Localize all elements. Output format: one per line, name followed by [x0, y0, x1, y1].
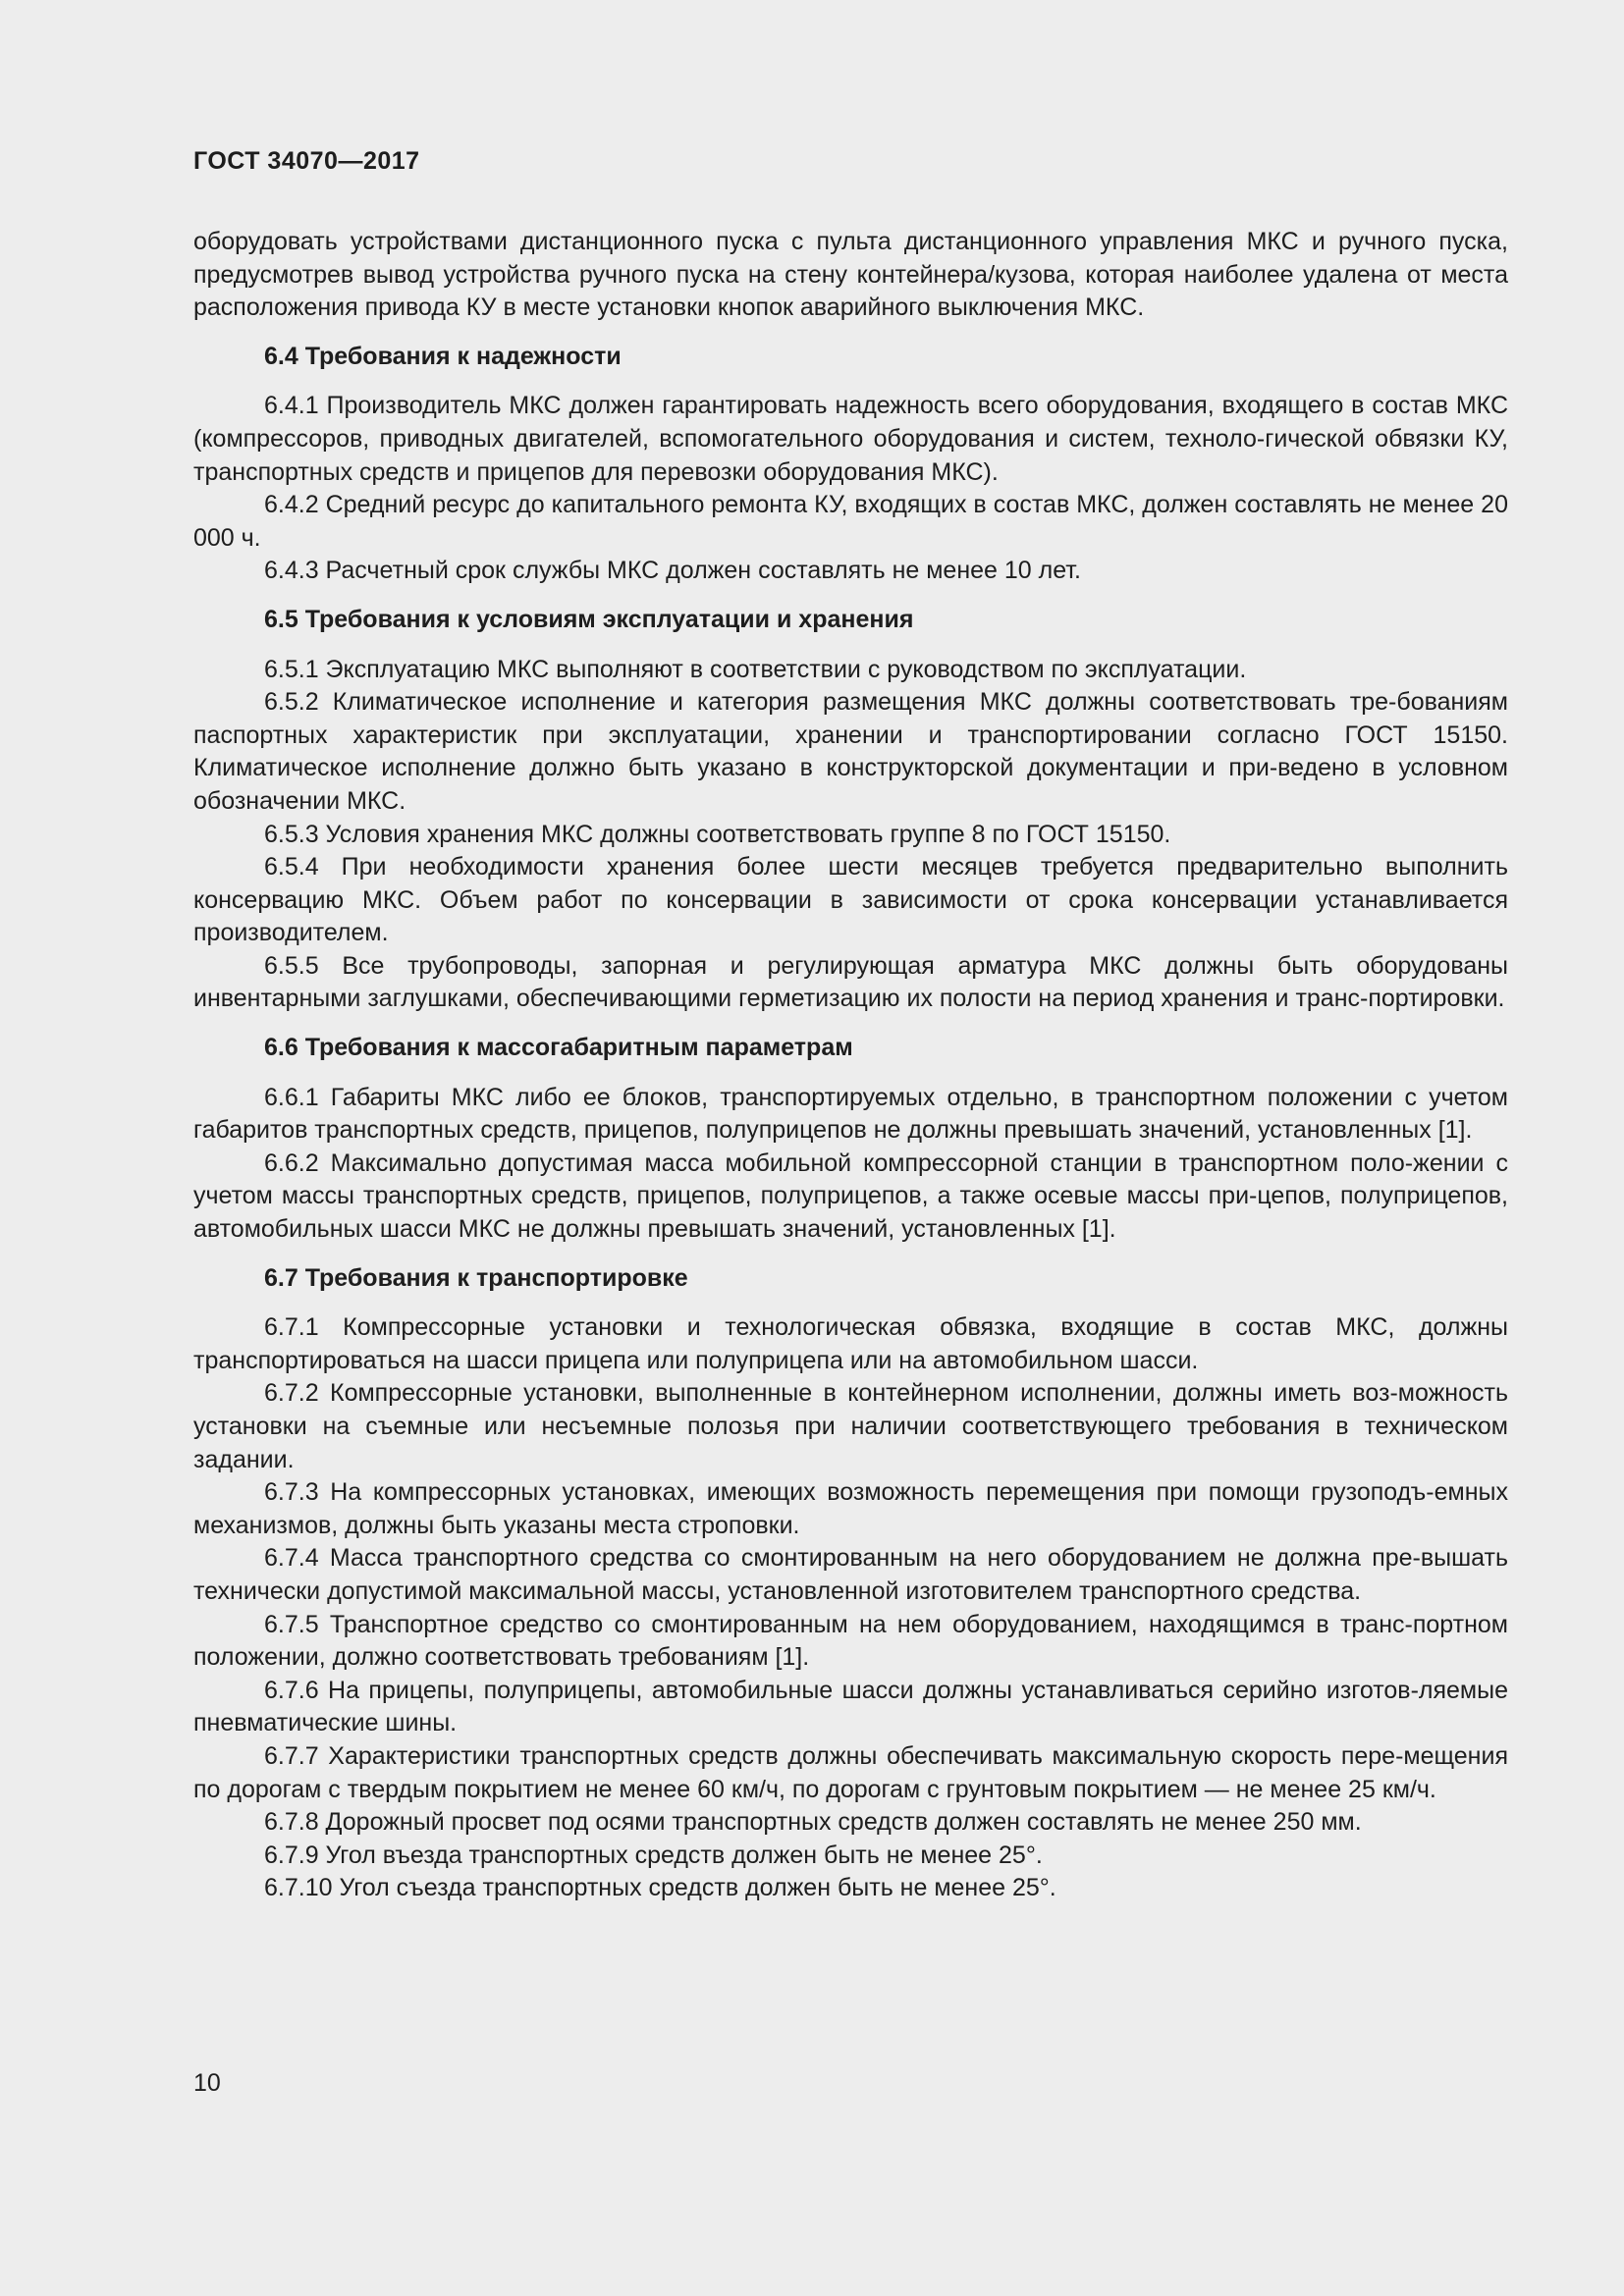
paragraph-6-5-2: 6.5.2 Климатическое исполнение и категория размещения МКС должны соответствовать тре-бованиям паспортных характеристик при эксплуатации, хранении и транспортировании согласно ГОСТ 15150. Климатическое исполнение должно быть указано в конструкторской документации и при-ведено в условном обозначении МКС.	[193, 688, 1508, 815]
paragraph-6-7-10: 6.7.10 Угол съезда транспортных средств должен быть не менее 25°.	[264, 1874, 1056, 1902]
section-heading-6-4: 6.4 Требования к надежности	[264, 342, 622, 370]
section-heading-6-7: 6.7 Требования к транспортировке	[264, 1263, 688, 1292]
paragraph-6-7-8: 6.7.8 Дорожный просвет под осями транспортных средств должен составлять не менее 250 мм.	[264, 1808, 1362, 1837]
section-heading-6-6: 6.6 Требования к массогабаритным параметрам	[264, 1034, 853, 1062]
section-heading-6-5: 6.5 Требования к условиям эксплуатации и хранения	[264, 605, 914, 633]
paragraph-6-7-2: 6.7.2 Компрессорные установки, выполненные в контейнерном исполнении, должны иметь воз-можность установки на съемные или несъемные полозья при наличии соответствующего требования в техническом задании.	[193, 1379, 1508, 1473]
paragraph-6-7-1: 6.7.1 Компрессорные установки и технологическая обвязка, входящие в состав МКС, должны транспортироваться на шасси прицепа или полуприцепа или на автомобильном шасси.	[193, 1313, 1508, 1374]
document-header: ГОСТ 34070—2017	[193, 147, 420, 175]
paragraph-6-7-4: 6.7.4 Масса транспортного средства со смонтированным на него оборудованием не должна пре-вышать технически допустимой максимальной массы, установленной изготовителем транспортного средства.	[193, 1544, 1508, 1605]
document-body	[193, 226, 1508, 1905]
paragraph-6-7-7: 6.7.7 Характеристики транспортных средств должны обеспечивать максимальную скорость пере-мещения по дорогам с твердым покрытием не менее 60 км/ч, по дорогам с грунтовым покрытием — не менее 25 км/ч.	[193, 1741, 1508, 1803]
paragraph-6-5-3: 6.5.3 Условия хранения МКС должны соответствовать группе 8 по ГОСТ 15150.	[264, 820, 1171, 848]
paragraph-6-4-2: 6.4.2 Средний ресурс до капитального ремонта КУ, входящих в состав МКС, должен составлять не менее 20 000 ч.	[193, 491, 1508, 552]
paragraph-6-6-2: 6.6.2 Максимально допустимая масса мобильной компрессорной станции в транспортном поло-жении с учетом массы транспортных средств, прицепов, полуприцепов, а также осевые массы при-цепов, полуприцепов, автомобильных шасси МКС не должны превышать значений, установленных [1].	[193, 1148, 1508, 1244]
paragraph-6-7-6: 6.7.6 На прицепы, полуприцепы, автомобильные шасси должны устанавливаться серийно изготов-ляемые пневматические шины.	[193, 1676, 1508, 1737]
intro-paragraph: оборудовать устройствами дистанционного пуска с пульта дистанционного управления МКС и ручного пуска, предусмотрев вывод устройства ручного пуска на стену контейнера/кузова, которая наиболее удалена от места расположения привода КУ в месте установки кнопок аварийного выключения МКС.	[193, 228, 1508, 322]
paragraph-6-7-9: 6.7.9 Угол въезда транспортных средств должен быть не менее 25°.	[264, 1841, 1043, 1869]
paragraph-6-6-1: 6.6.1 Габариты МКС либо ее блоков, транспортируемых отдельно, в транспортном положении с учетом габаритов транспортных средств, прицепов, полуприцепов не должны превышать значений, установленных [1].	[193, 1083, 1508, 1145]
paragraph-6-4-1: 6.4.1 Производитель МКС должен гарантировать надежность всего оборудования, входящего в состав МКС (компрессоров, приводных двигателей, вспомогательного оборудования и систем, техноло-гической обвязки КУ, транспортных средств и прицепов для перевозки оборудования МКС).	[193, 392, 1508, 486]
paragraph-6-5-5: 6.5.5 Все трубопроводы, запорная и регулирующая арматура МКС должны быть оборудованы инвентарными заглушками, обеспечивающими герметизацию их полости на период хранения и транс-портировки.	[193, 951, 1508, 1013]
paragraph-6-7-5: 6.7.5 Транспортное средство со смонтированным на нем оборудованием, находящимся в транс-портном положении, должно соответствовать требованиям [1].	[193, 1610, 1508, 1672]
paragraph-6-7-3: 6.7.3 На компрессорных установках, имеющих возможность перемещения при помощи грузоподъ-емных механизмов, должны быть указаны места строповки.	[193, 1478, 1508, 1539]
paragraph-6-4-3: 6.4.3 Расчетный срок службы МКС должен составлять не менее 10 лет.	[264, 557, 1081, 585]
paragraph-6-5-1: 6.5.1 Эксплуатацию МКС выполняют в соответствии с руководством по эксплуатации.	[264, 655, 1247, 683]
page-number: 10	[193, 2069, 221, 2097]
paragraph-6-5-4: 6.5.4 При необходимости хранения более шести месяцев требуется предварительно выполнить консервацию МКС. Объем работ по консервации в зависимости от срока консервации устанавливается производителем.	[193, 853, 1508, 947]
